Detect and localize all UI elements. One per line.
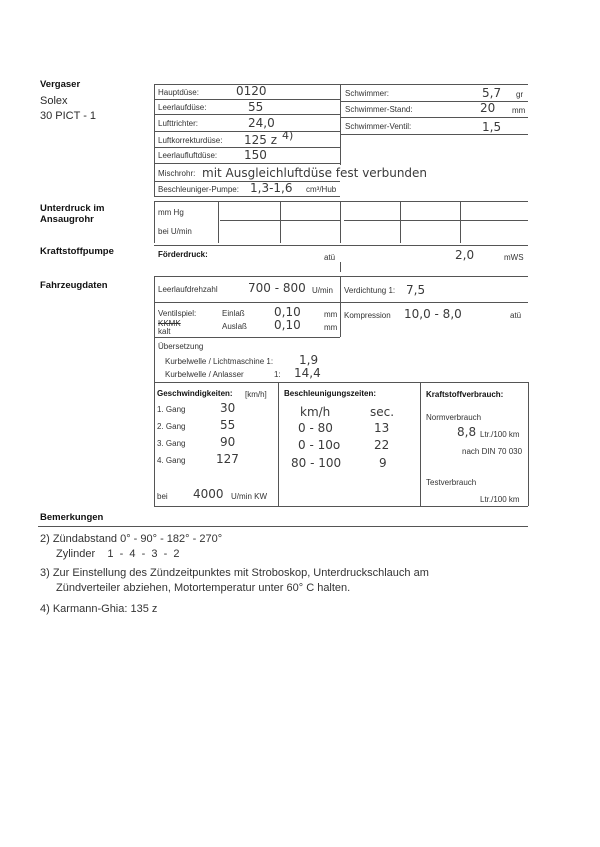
delivery-pressure-value: 2,0 [455, 248, 475, 262]
accelerator-pump-unit: cm³/Hub [306, 185, 337, 194]
air-correction-jet-value: 125 z [244, 133, 278, 147]
gear-3-label: 3. Gang [157, 439, 186, 448]
rule [340, 101, 528, 102]
float-level-label: Schwimmer-Stand: [345, 105, 413, 114]
valve-clearance-cold: kalt [158, 327, 171, 336]
idle-speed-value: 700 - 800 [248, 281, 306, 295]
starter-ratio-label: Kurbelwelle / Anlasser [165, 370, 244, 379]
idle-jet-label: Leerlaufdüse: [158, 103, 207, 112]
emulsion-tube-value: mit Ausgleichluftdüse fest verbunden [202, 166, 428, 180]
acceleration-range-1: 0 - 80 [298, 421, 333, 435]
speeds-at-rpm: 4000 [193, 487, 224, 501]
rule [154, 99, 340, 100]
float-unit: gr [516, 90, 524, 99]
speeds-title: Geschwindigkeiten: [157, 389, 233, 398]
starter-ratio-value: 14,4 [294, 366, 321, 380]
idle-speed-unit: U/min [312, 286, 333, 295]
rule [154, 181, 340, 182]
emulsion-tube-label: Mischrohr: [158, 169, 196, 178]
acceleration-col-kmh: km/h [300, 405, 331, 419]
rule [400, 201, 401, 243]
rule [278, 382, 279, 506]
float-value: 5,7 [482, 86, 502, 100]
idle-speed-label: Leerlaufdrehzahl [158, 285, 218, 294]
gear-ratio-label: Übersetzung [158, 342, 204, 351]
delivery-pressure-unit: mWS [504, 253, 524, 262]
acceleration-time-3: 9 [379, 456, 387, 470]
rule [154, 201, 155, 243]
section-title-vacuum: Unterdruck im [40, 203, 105, 214]
din-reference: nach DIN 70 030 [462, 447, 523, 456]
rule [344, 220, 528, 221]
gear-2-label: 2. Gang [157, 422, 186, 431]
intake-label: Einlaß [222, 309, 245, 318]
section-title-fuel-pump: Kraftstoffpumpe [40, 246, 114, 257]
rule [154, 382, 528, 383]
rule [340, 117, 528, 118]
acceleration-title: Beschleunigungszeiten: [284, 389, 377, 398]
rule [154, 84, 528, 85]
compression-unit: atü [510, 311, 522, 320]
gear-3-speed: 90 [220, 435, 236, 449]
delivery-pressure-label: Förderdruck: [158, 250, 208, 259]
rule [528, 382, 529, 506]
rule [154, 196, 340, 197]
main-jet-value: 0120 [236, 84, 267, 98]
float-valve-label: Schwimmer-Ventil: [345, 122, 412, 131]
norm-consumption-value: 8,8 [457, 425, 477, 439]
speeds-unit: [km/h] [245, 390, 267, 399]
speeds-at-unit: U/min KW [231, 492, 267, 501]
exhaust-value: 0,10 [274, 318, 301, 332]
idle-jet-value: 55 [248, 100, 264, 114]
float-valve-value: 1,5 [482, 120, 502, 134]
compression-ratio-label: Verdichtung 1: [344, 286, 396, 295]
delivery-pressure-atue: atü [324, 253, 336, 262]
rule [280, 201, 281, 243]
rule [340, 84, 341, 165]
remark-3-line1: 3) Zur Einstellung des Zündzeitpunktes mit Stroboskop, Unterdruckschlauch am [40, 567, 429, 579]
rule [154, 201, 528, 202]
section-title-remarks: Bemerkungen [40, 512, 104, 523]
venturi-label: Lufttrichter: [158, 119, 199, 128]
rule [154, 163, 340, 164]
rule [154, 276, 528, 277]
speeds-at-label: bei [157, 492, 168, 501]
consumption-title: Kraftstoffverbrauch: [426, 390, 504, 399]
valve-clearance-struck: KKMK [158, 319, 181, 328]
alternator-ratio-label: Kurbelwelle / Lichtmaschine 1: [165, 357, 274, 366]
test-consumption-unit: Ltr./100 km [480, 495, 520, 504]
air-correction-jet-note: 4) [282, 129, 294, 142]
rule [340, 262, 341, 272]
float-level-value: 20 [480, 101, 496, 115]
acceleration-range-3: 80 - 100 [291, 456, 342, 470]
compression-label: Kompression [344, 311, 391, 320]
rule [154, 337, 340, 338]
acceleration-col-sec: sec. [370, 405, 395, 419]
compression-value: 10,0 - 8,0 [404, 307, 462, 321]
remark-4: 4) Karmann-Ghia: 135 z [40, 603, 158, 615]
intake-value: 0,10 [274, 305, 301, 319]
idle-air-jet-label: Leerlaufluftdüse: [158, 151, 218, 160]
rule [340, 276, 341, 337]
rule [340, 201, 341, 243]
intake-unit: mm [324, 310, 338, 319]
section-title-vergaser: Vergaser [40, 79, 81, 90]
rule [154, 114, 340, 115]
norm-consumption-unit: Ltr./100 km [480, 430, 520, 439]
carburetor-maker: Solex [40, 95, 68, 107]
rule [154, 382, 155, 506]
compression-ratio-value: 7,5 [406, 283, 426, 297]
main-jet-label: Hauptdüse: [158, 88, 199, 97]
carburetor-model: 30 PICT - 1 [40, 110, 97, 122]
rule [38, 526, 528, 527]
test-consumption-label: Testverbrauch [426, 478, 477, 487]
acceleration-time-2: 22 [374, 438, 390, 452]
gear-4-speed: 127 [216, 452, 239, 466]
remark-2-line1: 2) Zündabstand 0° - 90° - 182° - 270° [40, 533, 223, 545]
vacuum-row-rpm: bei U/min [158, 227, 192, 236]
float-level-unit: mm [512, 106, 526, 115]
starter-ratio-colon: 1: [274, 370, 281, 379]
acceleration-range-2: 0 - 10o [298, 438, 341, 452]
rule [218, 201, 219, 243]
section-title-vehicle-data: Fahrzeugdaten [40, 280, 108, 291]
accelerator-pump-value: 1,3-1,6 [250, 181, 293, 195]
gear-1-speed: 30 [220, 401, 236, 415]
norm-consumption-label: Normverbrauch [426, 413, 482, 422]
rule [420, 382, 421, 506]
section-title-vacuum-2: Ansaugrohr [40, 214, 94, 225]
exhaust-unit: mm [324, 323, 338, 332]
rule [154, 131, 340, 132]
vacuum-row-mmhg: mm Hg [158, 208, 184, 217]
venturi-value: 24,0 [248, 116, 275, 130]
remark-3-line2: Zündverteiler abziehen, Motortemperatur unter 60° C halten. [56, 582, 351, 594]
accelerator-pump-label: Beschleuniger-Pumpe: [158, 185, 239, 194]
float-label: Schwimmer: [345, 89, 390, 98]
rule [154, 302, 528, 303]
idle-air-jet-value: 150 [244, 148, 267, 162]
gear-1-label: 1. Gang [157, 405, 186, 414]
rule [154, 245, 528, 246]
rule [154, 276, 155, 382]
alternator-ratio-value: 1,9 [299, 353, 319, 367]
rule [460, 201, 461, 243]
gear-4-label: 4. Gang [157, 456, 186, 465]
exhaust-label: Auslaß [222, 322, 247, 331]
valve-clearance-label: Ventilspiel: [158, 309, 197, 318]
remark-2-line2: Zylinder 1 - 4 - 3 - 2 [56, 548, 180, 560]
rule [154, 506, 528, 507]
acceleration-time-1: 13 [374, 421, 390, 435]
air-correction-jet-label: Luftkorrekturdüse: [158, 136, 223, 145]
rule [340, 134, 528, 135]
rule [154, 84, 155, 196]
gear-2-speed: 55 [220, 418, 236, 432]
